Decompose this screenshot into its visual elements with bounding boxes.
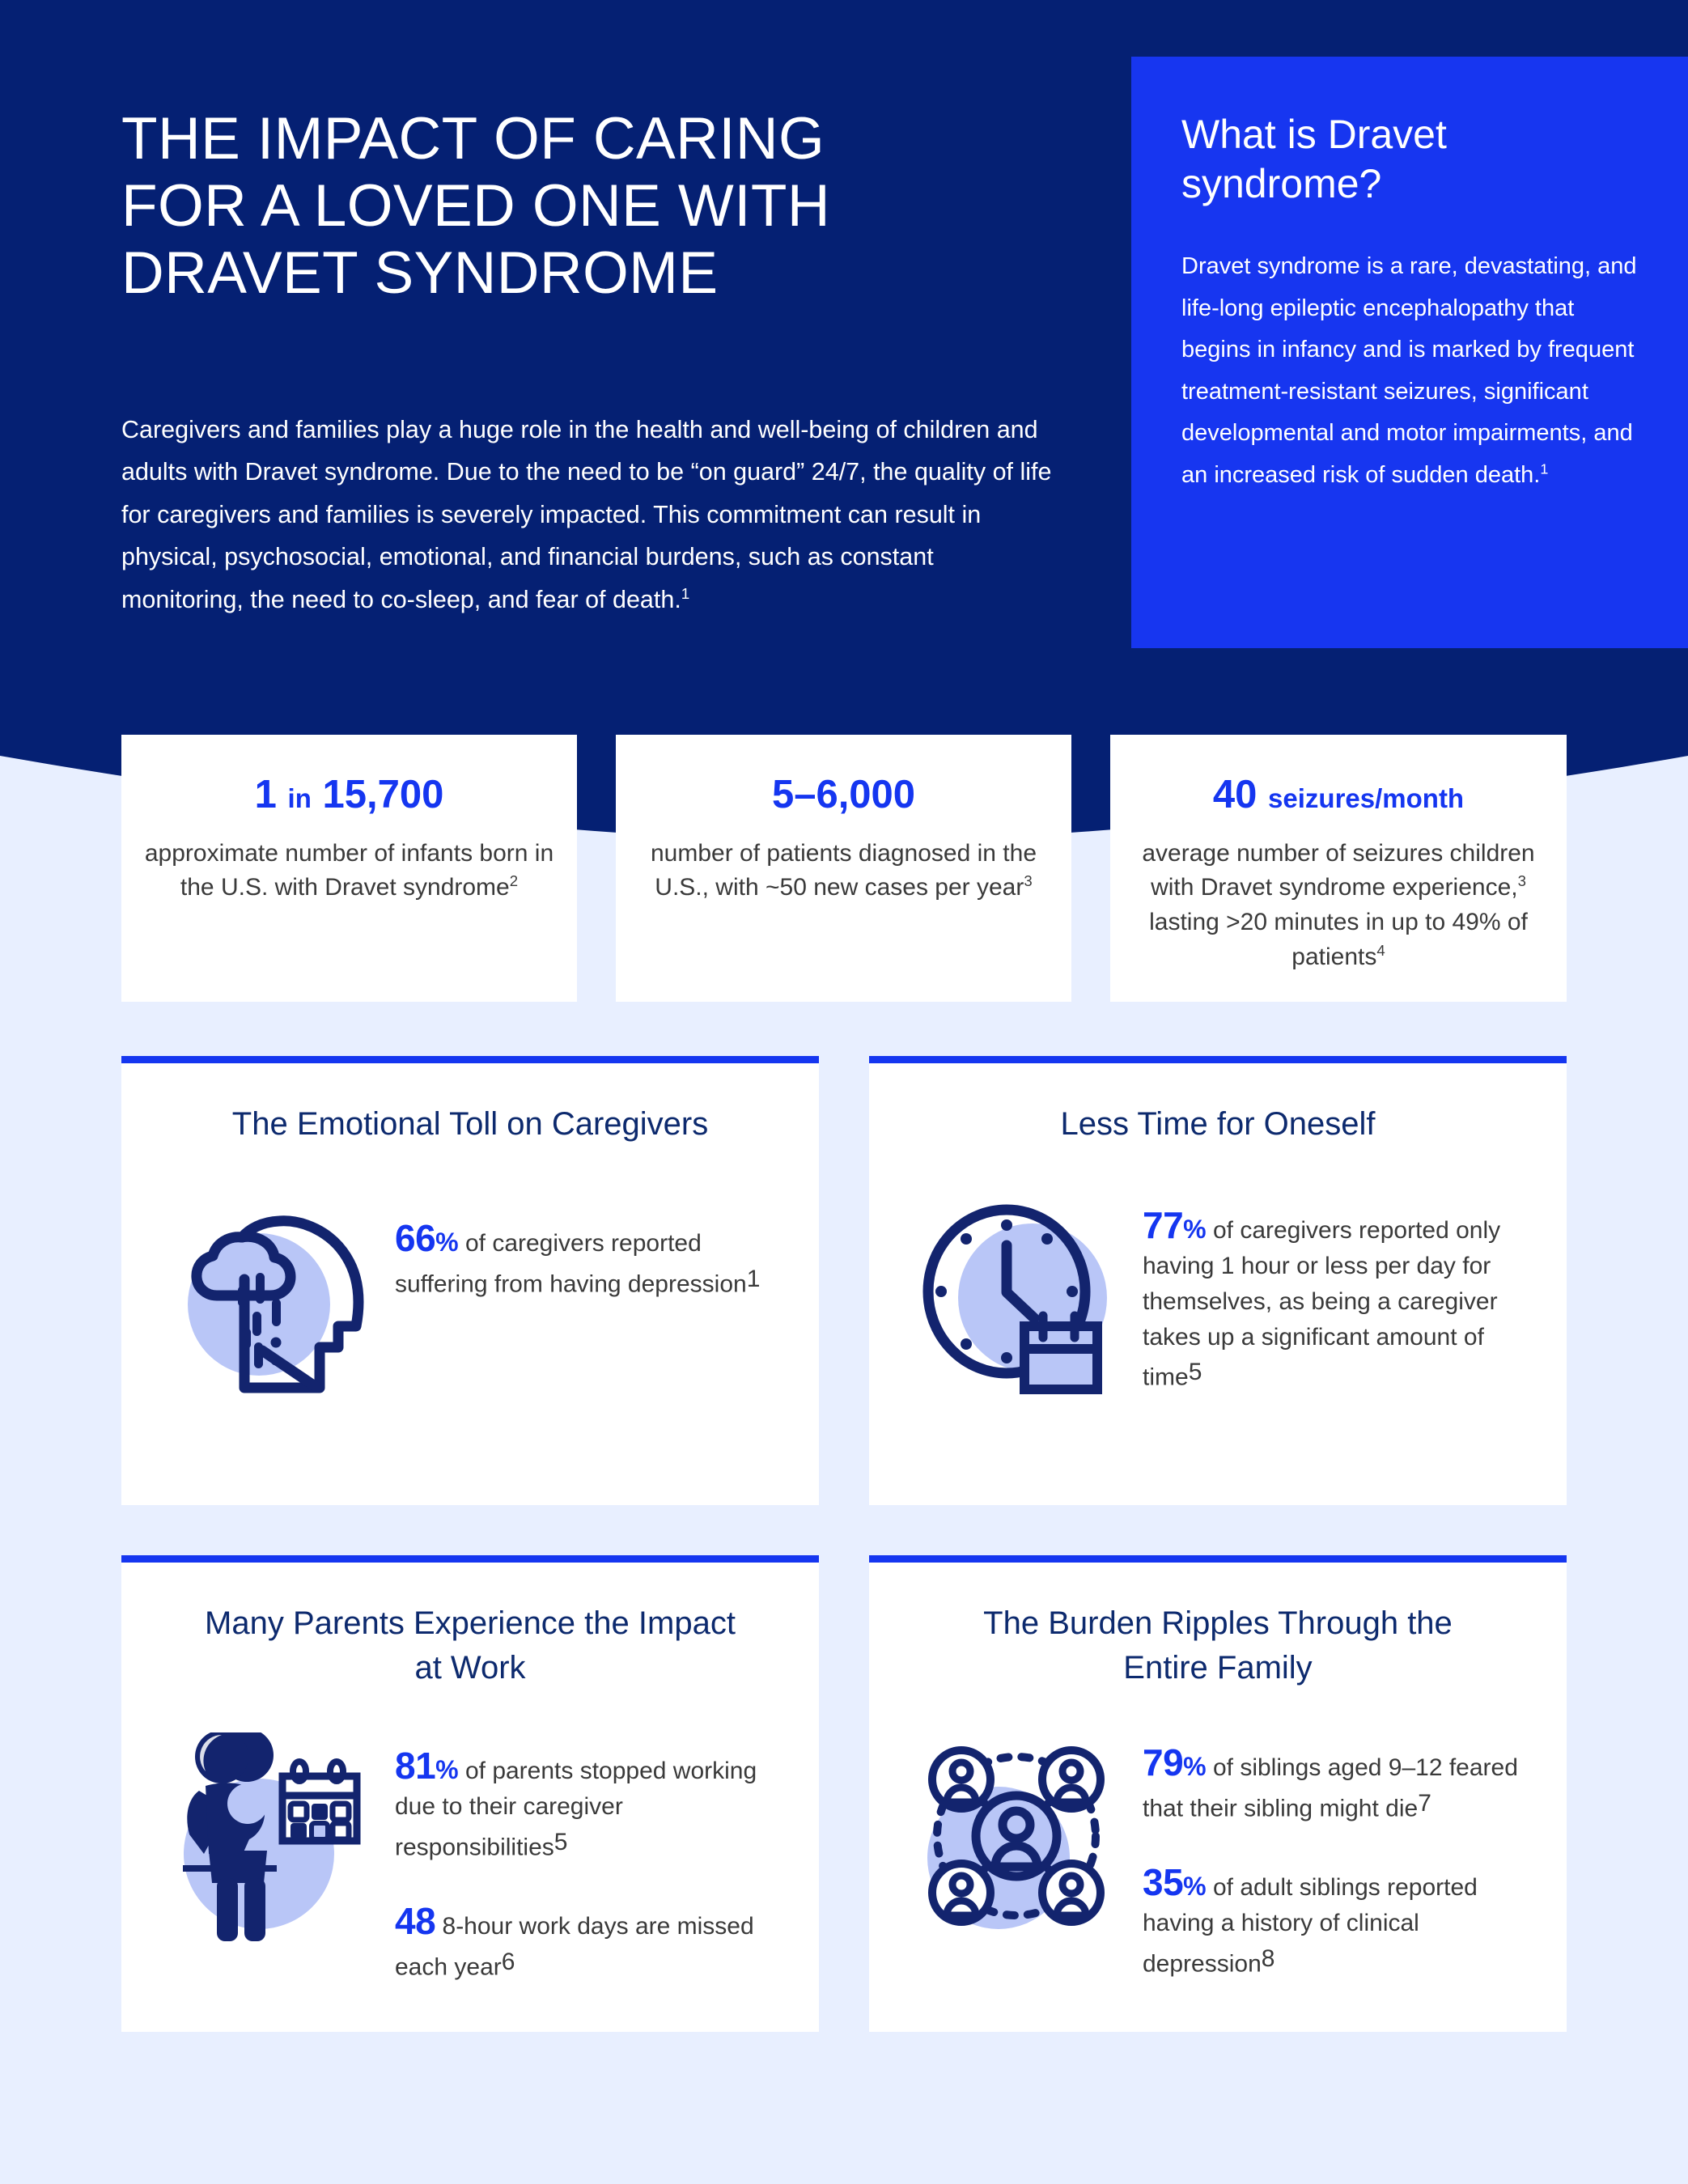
fact-text: of parents stopped working due to their caregiver responsibilities <box>395 1758 757 1861</box>
content-card-facts <box>1143 1189 1525 1395</box>
stat-number-primary: 5–6,000 <box>771 773 916 816</box>
fact-value: 77 <box>1143 1204 1184 1247</box>
content-card-facts <box>395 1189 777 1302</box>
fact-unit: % <box>1183 1215 1207 1245</box>
stat-card-prevalence-headline <box>142 774 556 817</box>
what-is-dravet-reference: 1 <box>1540 460 1549 477</box>
stat-inline-reference: 3 <box>1517 872 1526 890</box>
fact-value: 48 <box>395 1900 436 1943</box>
clock-calendar-icon <box>911 1189 1122 1399</box>
fact-unit: % <box>1183 1872 1207 1902</box>
stat-cards-row <box>121 735 1567 1002</box>
title-line-1: THE IMPACT OF CARING <box>121 106 825 172</box>
fact-value: 79 <box>1143 1741 1184 1784</box>
stat-reference: 2 <box>509 872 519 890</box>
family-network-icon <box>911 1732 1122 1943</box>
intro-paragraph <box>121 409 1060 621</box>
fact-reference: 6 <box>501 1948 515 1975</box>
stat-card-prevalence-description <box>142 837 556 905</box>
content-card-work-impact <box>121 1555 819 2032</box>
stat-card-diagnosed <box>616 735 1071 1002</box>
stat-connector: in <box>287 783 312 813</box>
parent-baby-calendar-icon <box>163 1732 374 1943</box>
content-card-less-time <box>869 1056 1567 1505</box>
title-line-2: FOR A LOVED ONE WITH <box>121 173 831 240</box>
content-card-grid <box>121 1056 1567 2032</box>
fact-reference: 5 <box>1188 1359 1202 1386</box>
stat-description-post: lasting >20 minutes in up to 49% of patients <box>1149 909 1528 970</box>
stat-number-primary: 40 <box>1212 773 1258 816</box>
fact-reference: 1 <box>746 1265 761 1292</box>
stat-unit-label: seizures/month <box>1268 783 1465 813</box>
stat-card-diagnosed-headline <box>637 774 1050 817</box>
what-is-dravet-text: Dravet syndrome is a rare, devastating, and life-long epileptic encephalopathy that begins in infancy and is marked by frequent treatment-resistant seizures, significant developmental and motor impairments, and an increased risk of sudden death. <box>1181 253 1637 489</box>
stat-card-prevalence <box>121 735 577 1002</box>
content-card-facts <box>395 1732 777 1985</box>
fact-reference: 7 <box>1418 1790 1431 1817</box>
content-card-body <box>163 1732 777 1985</box>
content-card-body <box>163 1189 777 1399</box>
content-card-family-burden <box>869 1555 1567 2032</box>
stat-description-text: approximate number of infants born in the U.S. with Dravet syndrome <box>144 839 554 901</box>
content-card-body <box>911 1732 1525 1982</box>
fact-unit: % <box>435 1228 459 1257</box>
fact-unit: % <box>435 1755 459 1785</box>
fact-value: 35 <box>1143 1861 1184 1904</box>
stat-card-seizures-headline <box>1131 774 1546 817</box>
head-rain-cloud-icon <box>163 1189 374 1399</box>
title-line-3: DRAVET SYNDROME <box>121 240 719 307</box>
content-card-title: The Burden Ripples Through the Entire Family <box>983 1605 1453 1686</box>
fact-text: of adult siblings reported having a history of clinical depression <box>1143 1874 1478 1978</box>
fact-text: of caregivers reported only having 1 hour or less per day for themselves, as being a caregiver takes up a significant amount of time <box>1143 1217 1501 1391</box>
fact-text: of siblings aged 9–12 feared that their sibling might die <box>1143 1754 1518 1822</box>
content-card-title: The Emotional Toll on Caregivers <box>231 1106 709 1142</box>
stat-card-seizures <box>1110 735 1567 1002</box>
fact-item <box>1143 1203 1525 1395</box>
stat-description-text: number of patients diagnosed in the U.S., with ~50 new cases per year <box>651 839 1037 901</box>
fact-item <box>1143 1860 1525 1982</box>
fact-text: of caregivers reported suffering from having depression <box>395 1230 747 1298</box>
stat-number-primary: 1 <box>254 773 277 816</box>
page-title <box>121 105 979 307</box>
what-is-dravet-body <box>1181 246 1638 497</box>
content-card-title: Less Time for Oneself <box>1060 1106 1376 1142</box>
intro-reference: 1 <box>681 585 690 603</box>
fact-text: 8-hour work days are missed each year <box>395 1913 754 1981</box>
content-card-facts <box>1143 1732 1525 1982</box>
content-card-emotional-toll <box>121 1056 819 1505</box>
fact-value: 66 <box>395 1217 436 1260</box>
fact-item <box>395 1216 777 1302</box>
stat-number-secondary: 15,700 <box>322 773 444 816</box>
fact-item <box>395 1899 777 1985</box>
fact-reference: 5 <box>553 1828 568 1855</box>
what-is-dravet-title: What is Dravet syndrome? <box>1181 112 1447 206</box>
fact-unit: % <box>1183 1752 1207 1782</box>
fact-value: 81 <box>395 1745 436 1787</box>
fact-item <box>395 1744 777 1865</box>
fact-item <box>1143 1741 1525 1826</box>
stat-card-diagnosed-description <box>637 837 1050 905</box>
content-card-body <box>911 1189 1525 1399</box>
content-card-title: Many Parents Experience the Impact at Work <box>205 1605 736 1686</box>
stat-reference: 4 <box>1376 941 1385 959</box>
stat-card-seizures-description <box>1131 837 1546 974</box>
fact-reference: 8 <box>1261 1944 1275 1972</box>
intro-text: Caregivers and families play a huge role in the health and well-being of children and adults with Dravet syndrome. Due to the need to be “on guard” 24/7, the quality of life for caregivers and families is severely impacted. This commitment can result in physical, psychosocial, emotional, and financial burdens, such as constant monitoring, the need to co-sleep, and fear of death. <box>121 416 1052 613</box>
stat-description-pre: average number of seizures children with Dravet syndrome experience, <box>1142 839 1535 901</box>
what-is-dravet-box <box>1131 57 1688 648</box>
stat-reference: 3 <box>1024 872 1033 890</box>
